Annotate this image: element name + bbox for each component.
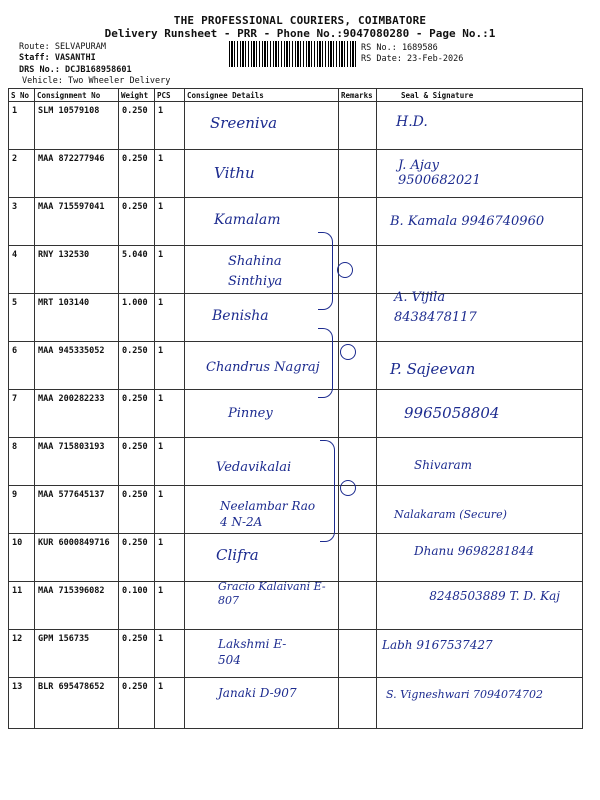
- cell-signature: [377, 630, 583, 678]
- cell-consignment: MAA 872277946: [35, 150, 119, 198]
- consignee-handwriting: Gracio Kalaivani E-807: [218, 580, 326, 607]
- cell-sno: 12: [9, 630, 35, 678]
- cell-pcs: 1: [155, 438, 185, 486]
- cell-consignee: [185, 678, 339, 729]
- cell-weight: 0.250: [119, 150, 155, 198]
- cell-pcs: 1: [155, 390, 185, 438]
- cell-consignment: MAA 715396082: [35, 582, 119, 630]
- cell-pcs: 1: [155, 678, 185, 729]
- cell-consignment: MAA 200282233: [35, 390, 119, 438]
- cell-pcs: 1: [155, 342, 185, 390]
- col-header-weight: Weight: [119, 89, 155, 102]
- cell-signature: [377, 534, 583, 582]
- consignee-handwriting: Kamalam: [214, 212, 281, 228]
- cell-signature: [377, 290, 583, 342]
- col-header-consignment: Consignment No: [35, 89, 119, 102]
- table-row: [9, 390, 583, 438]
- consignee-handwriting: Pinney: [228, 406, 273, 421]
- col-header-sno: S No: [9, 89, 35, 102]
- bracket-mark: [318, 232, 333, 310]
- cell-weight: 0.250: [119, 102, 155, 150]
- cell-remarks: [339, 630, 377, 678]
- table-row: [9, 534, 583, 582]
- cell-consignee: [185, 294, 339, 342]
- cell-weight: 0.250: [119, 678, 155, 729]
- cell-weight: 0.250: [119, 342, 155, 390]
- cell-consignment: BLR 695478652: [35, 678, 119, 729]
- cell-consignee: [185, 102, 339, 150]
- barcode: [229, 41, 357, 67]
- cell-pcs: 1: [155, 630, 185, 678]
- signature-handwriting: Shivaram: [414, 458, 472, 472]
- rs-date: RS Date: 23-Feb-2026: [361, 54, 464, 64]
- cell-consignee: [185, 534, 339, 582]
- signature-handwriting: A. Vijila 8438478117: [394, 290, 477, 325]
- runsheet-table: [8, 88, 583, 729]
- cell-consignment: KUR 6000849716: [35, 534, 119, 582]
- table-row: [9, 102, 583, 150]
- cell-consignee: [185, 438, 339, 486]
- cell-remarks: [339, 294, 377, 342]
- cell-remarks: [339, 390, 377, 438]
- consignee-handwriting: Neelambar Rao 4 N-2A: [220, 499, 316, 529]
- cell-signature: [377, 102, 583, 150]
- signature-handwriting: 8248503889 T. D. Kaj: [429, 589, 560, 603]
- runsheet-subtitle: Delivery Runsheet - PRR - Phone No.:9047080280 - Page No.:1: [104, 27, 496, 40]
- col-header-consignee: Consignee Details: [185, 89, 339, 102]
- cell-consignee: [185, 246, 339, 294]
- table-row: [9, 678, 583, 729]
- cell-sno: 8: [9, 438, 35, 486]
- table-row: [9, 438, 583, 486]
- table-row: [9, 582, 583, 630]
- cell-weight: 0.250: [119, 534, 155, 582]
- cell-sno: 2: [9, 150, 35, 198]
- cell-consignee: [185, 630, 339, 678]
- col-header-pcs: PCS: [155, 89, 185, 102]
- consignee-handwriting: Vithu: [214, 164, 255, 182]
- cell-consignee: [185, 198, 339, 246]
- signature-handwriting: Dhanu 9698281844: [414, 544, 535, 558]
- consignee-handwriting: Janaki D-907: [218, 686, 297, 700]
- cell-remarks: [339, 582, 377, 630]
- cell-remarks: [339, 534, 377, 582]
- remark-mark: [340, 480, 356, 496]
- cell-signature: [377, 246, 583, 294]
- cell-sno: 7: [9, 390, 35, 438]
- table-row: [9, 342, 583, 390]
- consignee-handwriting: Vedavikalai: [216, 460, 292, 475]
- table-header-row: [9, 89, 583, 102]
- signature-handwriting: Nalakaram (Secure): [394, 508, 507, 521]
- cell-signature: [377, 678, 583, 729]
- cell-sno: 4: [9, 246, 35, 294]
- consignee-handwriting: Shahina Sinthiya: [228, 254, 283, 289]
- cell-pcs: 1: [155, 294, 185, 342]
- signature-handwriting: P. Sajeevan: [390, 360, 476, 378]
- cell-consignee: [185, 486, 339, 534]
- cell-weight: 5.040: [119, 246, 155, 294]
- cell-signature: [377, 390, 583, 438]
- cell-weight: 0.250: [119, 630, 155, 678]
- signature-handwriting: Labh 9167537427: [382, 638, 493, 652]
- cell-consignment: MAA 945335052: [35, 342, 119, 390]
- cell-pcs: 1: [155, 246, 185, 294]
- table-row: [9, 486, 583, 534]
- cell-signature: [377, 438, 583, 486]
- cell-sno: 13: [9, 678, 35, 729]
- cell-remarks: [339, 678, 377, 729]
- cell-weight: 0.250: [119, 198, 155, 246]
- remark-mark: [337, 262, 353, 278]
- cell-pcs: 1: [155, 582, 185, 630]
- cell-pcs: 1: [155, 102, 185, 150]
- cell-sno: 10: [9, 534, 35, 582]
- cell-consignee: [185, 150, 339, 198]
- cell-sno: 6: [9, 342, 35, 390]
- signature-handwriting: B. Kamala 9946740960: [390, 214, 545, 229]
- cell-weight: 0.100: [119, 582, 155, 630]
- cell-weight: 0.250: [119, 438, 155, 486]
- cell-consignee: [185, 390, 339, 438]
- cell-signature: [377, 198, 583, 246]
- signature-handwriting: 9965058804: [404, 404, 500, 422]
- cell-signature: [377, 150, 583, 198]
- cell-weight: 0.250: [119, 390, 155, 438]
- signature-handwriting: S. Vigneshwari 7094074702: [386, 688, 544, 701]
- cell-sno: 1: [9, 102, 35, 150]
- signature-handwriting: H.D.: [396, 114, 428, 130]
- cell-consignment: MAA 715597041: [35, 198, 119, 246]
- cell-remarks: [339, 198, 377, 246]
- signature-handwriting: J. Ajay 9500682021: [398, 158, 481, 188]
- table-row: [9, 294, 583, 342]
- company-title: THE PROFESSIONAL COURIERS, COIMBATORE: [173, 14, 427, 27]
- cell-signature: [377, 486, 583, 534]
- table-row: [9, 150, 583, 198]
- rs-number: RS No.: 1689586: [361, 43, 438, 53]
- vehicle-label: Vehicle: Two Wheeler Delivery: [22, 76, 171, 86]
- cell-pcs: 1: [155, 150, 185, 198]
- staff-label: Staff: VASANTHI: [19, 53, 96, 63]
- remark-mark: [340, 344, 356, 360]
- cell-consignment: SLM 10579108: [35, 102, 119, 150]
- cell-consignment: GPM 156735: [35, 630, 119, 678]
- cell-sno: 11: [9, 582, 35, 630]
- cell-sno: 5: [9, 294, 35, 342]
- cell-consignment: MAA 577645137: [35, 486, 119, 534]
- table-row: [9, 630, 583, 678]
- col-header-signature: Seal & Signature: [377, 89, 583, 102]
- cell-pcs: 1: [155, 486, 185, 534]
- consignee-handwriting: Benisha: [212, 308, 269, 324]
- cell-pcs: 1: [155, 198, 185, 246]
- cell-pcs: 1: [155, 534, 185, 582]
- cell-consignment: RNY 132530: [35, 246, 119, 294]
- cell-consignee: [185, 342, 339, 390]
- consignee-handwriting: Sreeniva: [210, 114, 278, 132]
- cell-remarks: [339, 150, 377, 198]
- table-row: [9, 246, 583, 294]
- cell-signature: [377, 582, 583, 630]
- cell-remarks: [339, 438, 377, 486]
- cell-consignment: MAA 715803193: [35, 438, 119, 486]
- cell-consignment: MRT 103140: [35, 294, 119, 342]
- col-header-remarks: Remarks: [339, 89, 377, 102]
- cell-signature: [377, 342, 583, 390]
- cell-consignee: [185, 582, 339, 630]
- consignee-handwriting: Chandrus Nagraj: [206, 360, 320, 375]
- consignee-handwriting: Lakshmi E-504: [218, 637, 287, 667]
- cell-sno: 3: [9, 198, 35, 246]
- bracket-mark: [320, 440, 335, 542]
- cell-weight: 0.250: [119, 486, 155, 534]
- cell-sno: 9: [9, 486, 35, 534]
- cell-remarks: [339, 102, 377, 150]
- drs-number: DRS No.: DCJB168958601: [19, 65, 132, 75]
- bracket-mark: [318, 328, 333, 398]
- cell-weight: 1.000: [119, 294, 155, 342]
- consignee-handwriting: Clifra: [216, 546, 259, 564]
- route-label: Route: SELVAPURAM: [19, 42, 106, 52]
- table-row: [9, 198, 583, 246]
